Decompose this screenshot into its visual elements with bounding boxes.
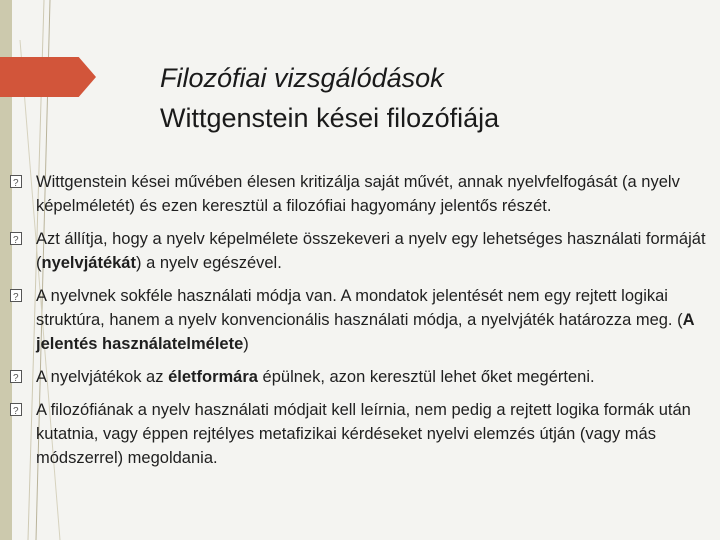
- bullet-text: A filozófiának a nyelv használati módjait kell leírnia, nem pedig a rejtett logika formák után kutatnia, vagy éppen rejtélyes metafizikai kérdéseket nyelvi elemzés útján (vagy más módszerrel) megoldania.: [36, 401, 691, 467]
- bullet-text-post: ) a nyelv egészével.: [135, 254, 282, 272]
- bullet-text-bold: életformára: [168, 368, 258, 386]
- bullet-item-3: [10, 284, 715, 356]
- title-line-2: Wittgenstein kései filozófiája: [160, 103, 500, 133]
- slide-title: [160, 58, 700, 138]
- bullet-item-1: [10, 170, 715, 218]
- bullet-icon: [10, 232, 22, 245]
- bullet-text-post: épülnek, azon keresztül lehet őket megérteni.: [257, 368, 595, 386]
- bullet-text-pre: A nyelvjátékok az: [36, 368, 169, 386]
- bullet-icon: [10, 403, 22, 416]
- bullet-text-bold: A jelentés használatelmélete: [36, 311, 694, 353]
- bullet-text-post: ): [243, 335, 249, 353]
- title-line-1: Filozófiai vizsgálódások: [160, 63, 444, 93]
- bullet-item-2: [10, 227, 715, 275]
- bullet-text: Wittgenstein kései művében élesen kritizálja saját művét, annak nyelvfelfogását (a nyelv képelméletét) és ezen keresztül a filozófiai hagyomány jelentős részét.: [36, 173, 680, 215]
- bullet-item-5: [10, 398, 715, 470]
- bullet-list: [10, 170, 715, 479]
- accent-arrow-tab: [0, 57, 96, 97]
- bullet-icon: [10, 289, 22, 302]
- bullet-text-bold: nyelvjátékát: [41, 254, 136, 272]
- bullet-text-pre: Azt állítja, hogy a nyelv képelmélete összekeveri a nyelv egy lehetséges használati formáját (: [36, 230, 706, 272]
- bullet-icon: [10, 370, 22, 383]
- bullet-item-4: [10, 365, 715, 389]
- bullet-text-pre: A nyelvnek sokféle használati módja van. A mondatok jelentését nem egy rejtett logikai struktúra, hanem a nyelv konvencionális használati módja, a nyelvjáték határozza meg. (: [36, 287, 683, 329]
- bullet-icon: [10, 175, 22, 188]
